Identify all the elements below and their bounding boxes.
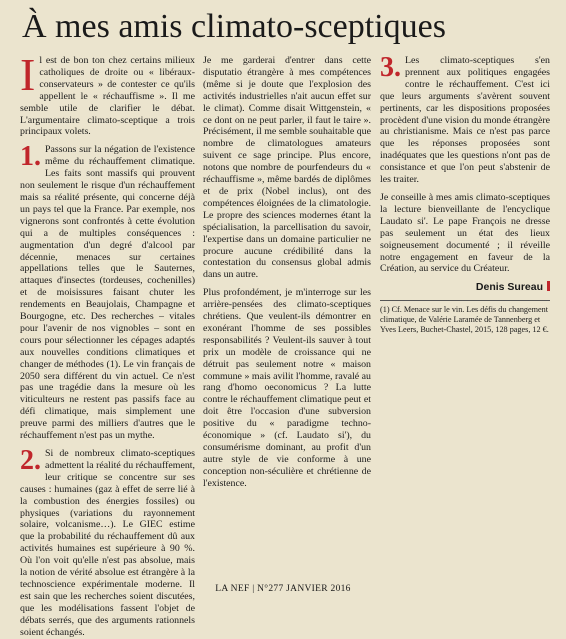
point-2-text: Si de nombreux climato-sceptiques admettent la réalité du réchauffement, leur critique se concentre sur ses causes : humaines (gaz à effet de serre lié à la combustion des énergies fossiles) ou physiques (variations du rayonnement solaire, volcanisme…). Le GIEC estime que la probabilité du réchauffement dû aux activités humaines est supérieure à 90 %. Où l'on voit qu'elle n'est pas absolue, mais la notion de vérité absolue est étrangère à la technoscience expérimentale moderne. Il est sain que les recherches soient discutées, que les modélisations fassent l'objet de débats serrés, que des arguments rationnels soient échangés. [20, 448, 195, 638]
author-name: Denis Sureau [475, 281, 543, 294]
point-number-2: 2. [20, 445, 41, 476]
point-number-3: 3. [380, 52, 401, 83]
paragraph-conclusion: Je conseille à mes amis climato-sceptiques la lecture bienveillante de l'encyclique Laudato si'. Le pape François ne dresse pas seulement un état des lieux soigneusement documenté ; il réveille notre engagement en faveur de la Création, au service du Créateur. [380, 191, 550, 275]
drop-cap: I [20, 49, 36, 100]
paragraph-arriere-pensees: Plus profondément, je m'interroge sur les arrière-pensées des climato-sceptiques chrétiens. Que veulent-ils démontrer en exonérant l'homme de ses possibles responsabilités ? Veulent-ils sauver à tout prix un modèle de croissance qui ne détruit pas seulement notre « maison commune » mais avilit l'homme, ravalé au rang d'homo oeconomicus ? La lutte contre le réchauffement climatique peut et doit être l'occasion d'une subversion positive du « paradigme techno-économique » (cf. Laudato si'), du consumérisme dominant, au profit d'un autre style de vie conforme à une conception non-séculière et chrétienne de l'existence. [203, 287, 371, 489]
article-column-2 [203, 55, 371, 580]
point-2-paragraph [20, 445, 195, 639]
point-number-1: 1. [20, 141, 41, 173]
article-column-1 [20, 49, 195, 638]
point-1-text: Passons sur la négation de l'existence même du réchauffement climatique. Les faits sont massifs qui prouvent non seulement le risque d'un réchauffement mais sa réalité présente, qui concerne déjà un pays tel que la France. Par exemple, nos vignerons sont confrontés à cette évolution qui a de multiples conséquences : augmentation d'un degré d'alcool par décennie, menaces sur certaines appellations telles que le Sauternes, attaques d'insectes (tordeuses, cochenilles) et de moisissures faisant chuter les rendements en Beaujolais, Champagne et Bourgogne, etc. Des recherches – vitales pour l'avenir de nos vignobles – sont en cours pour sélectionner les cépages adaptés aux nouvelles conditions climatiques et changer de méthodes (1). Le vin français de 2050 sera différent du vin actuel. Ce n'est pas une tragédie dans la mesure où les viticulteurs ne restent pas passifs face au défi climatique, mais simplement une preuve parmi des milliers d'autres que le réchauffement n'est pas un mythe. [20, 144, 195, 442]
end-mark [547, 281, 550, 291]
point-3-text: Les climato-sceptiques s'en prennent aux politiques engagées contre le réchauffement. C'est ici que leurs arguments s'avèrent souvent pertinents, car les dispositions proposées procèdent d'une vision du monde étrangère au christianisme. Mais ce n'est pas parce que les réponses proposées sont inadéquates que les questions n'ont pas de consistance et que l'on peut s'abstenir de les traiter. [380, 55, 550, 186]
footnote: (1) Cf. Menace sur le vin. Les défis du changement climatique, de Valérie Laramée de Tannenberg et Yves Leers, Buchet-Chastel, 2015, 128 pages, 12 €. [380, 300, 550, 335]
author-signature [380, 281, 550, 294]
point-3-paragraph [380, 52, 550, 186]
article-column-3 [380, 52, 550, 580]
article-title: À mes amis climato-sceptiques [22, 8, 446, 45]
page-footer: LA NEF | N°277 JANVIER 2016 [215, 584, 351, 594]
intro-paragraph [20, 49, 195, 138]
paragraph-disputatio: Je me garderai d'entrer dans cette disputatio étrangère à mes compétences (même si je doute que l'explosion des activités industrielles n'ait aucun effet sur le climat). Comme disait Wittgenstein, « ce dont on ne peut parler, il faut le taire ». Précisément, il me semble souhaitable que nombre de climatologues amateurs suivent ce sage principe. Plus encore, notons que nombre de pourfendeurs du « réchauffisme », même bardés de diplômes et de prix (Nobel inclus), ont des compétences éloignées de la climatologie. Le propre des sciences modernes étant la spécialisation, la parcellisation du savoir, l'expertise dans un domaine particulier ne procure aucune crédibilité dans la contestation du consensus global admis dans un autre. [203, 55, 371, 281]
intro-text: l est de bon ton chez certains milieux catholiques de droite ou « libéraux-conservateurs » de contester ce qu'ils appellent le « réchauffisme ». Il me semble utile de clarifier le débat. L'argumentaire climato-sceptique a trois principaux volets. [20, 55, 195, 138]
point-1-paragraph [20, 141, 195, 442]
